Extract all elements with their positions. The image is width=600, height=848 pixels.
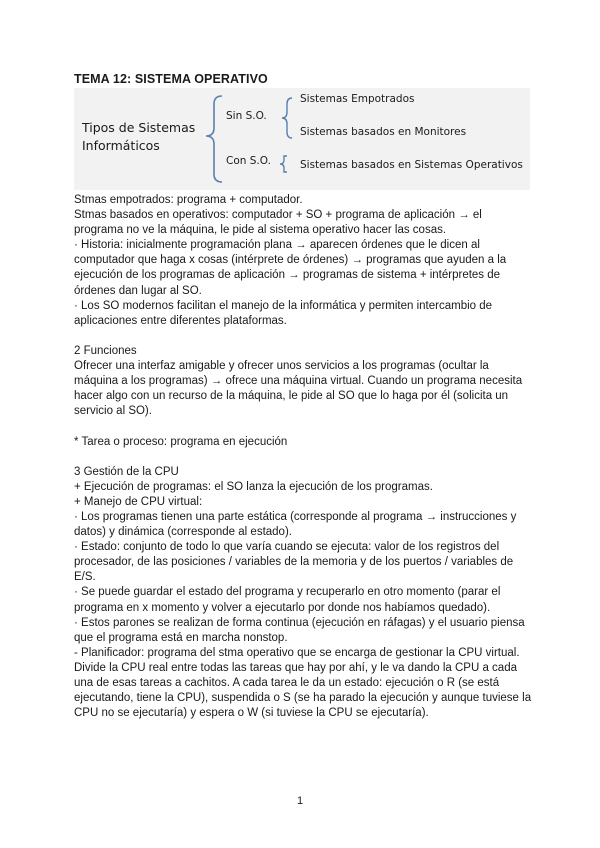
page-number: 1 xyxy=(296,795,304,807)
con-so-label: Con S.O. xyxy=(226,155,271,167)
paragraph: · Estado: conjunto de todo lo que varía cuando se ejecuta: valor de los registros del procesador, de las posiciones / variables de la memoria y de los puertos / variables de E/S. xyxy=(74,541,514,584)
paragraph: Ofrecer una interfaz amigable y ofrecer unos servicios a los programas (ocultar la máquina a los programas) → ofrece una máquina virtual. Cuando un programa necesita hacer algo con un recurso de la máquina, le pide al SO que lo haga por él (solicita un servicio al SO). xyxy=(74,360,523,418)
sin-so-brace xyxy=(282,98,292,138)
paragraph: * Tarea o proceso: programa en ejecución xyxy=(74,435,288,448)
sistemas-operativos-label: Sistemas basados en Sistemas Operativos xyxy=(300,159,523,171)
sin-so-label: Sin S.O. xyxy=(226,110,267,122)
monitores-label: Sistemas basados en Monitores xyxy=(300,126,467,138)
paragraph: · Los programas tienen una parte estática (corresponde al programa → instrucciones y datos) y dinámica (corresponde al estado). xyxy=(74,510,517,539)
diagram-root-label xyxy=(82,119,195,155)
paragraph: Stmas empotrados: programa + computador. xyxy=(74,194,303,206)
page-title: TEMA 12: SISTEMA OPERATIVO xyxy=(74,72,268,86)
paragraph: · Estos parones se realizan de forma continua (ejecución en ráfagas) y el usuario piensa que el programa está en marcha nonstop. xyxy=(74,616,525,644)
paragraph: + Manejo de CPU virtual: xyxy=(74,495,203,508)
paragraph-spacer xyxy=(74,329,534,344)
paragraph: · Se puede guardar el estado del programa y recuperarlo en otro momento (parar el programa en x momento y volver a ejecutarlo por donde nos habíamos quedado). xyxy=(74,586,501,614)
paragraph: 3 Gestión de la CPU xyxy=(74,465,179,478)
paragraph: - Planificador: programa del stma operativo que se encarga de gestionar la CPU virtual. Divide la CPU real entre todas las tareas que hay por ahí, y le va dando la CPU a cada una de esas tareas a cachitos. A cada tarea le da un estado: ejecución o R (se está ejecutando, tiene la CPU), suspendida o S (se ha parado la ejecución y aunque tuviese la CPU no se ejecutaría) y espera o W (si tuviese la CPU se ejecutaría). xyxy=(74,646,532,720)
paragraph: Stmas basados en operativos: computador + SO + programa de aplicación → el programa no ve la máquina, le pide al sistema operativo hacer las cosas. xyxy=(74,209,482,237)
paragraph: + Ejecución de programas: el SO lanza la ejecución de los programas. xyxy=(74,480,433,493)
paragraph: · Historia: inicialmente programación plana → aparecen órdenes que le dicen al computador que haga x cosas (intérprete de órdenes) → programas que ayuden a la ejecución de los programas de aplicación → programas de sistema + intérpretes de órdenes dan lugar al SO. xyxy=(74,239,507,297)
document-body xyxy=(74,193,534,721)
empotrados-label: Sistemas Empotrados xyxy=(300,93,415,105)
main-brace xyxy=(206,96,222,182)
con-so-brace xyxy=(280,156,287,172)
paragraph: · Los SO modernos facilitan el manejo de la informática y permiten intercambio de aplicaciones entre diferentes plataformas. xyxy=(74,299,493,327)
paragraph-spacer xyxy=(74,450,534,465)
root-line-2: Informáticos xyxy=(82,138,160,153)
root-line-1: Tipos de Sistemas xyxy=(82,120,196,135)
paragraph: 2 Funciones xyxy=(74,344,137,357)
tipos-sistemas-diagram xyxy=(74,88,530,190)
paragraph-spacer xyxy=(74,419,534,434)
